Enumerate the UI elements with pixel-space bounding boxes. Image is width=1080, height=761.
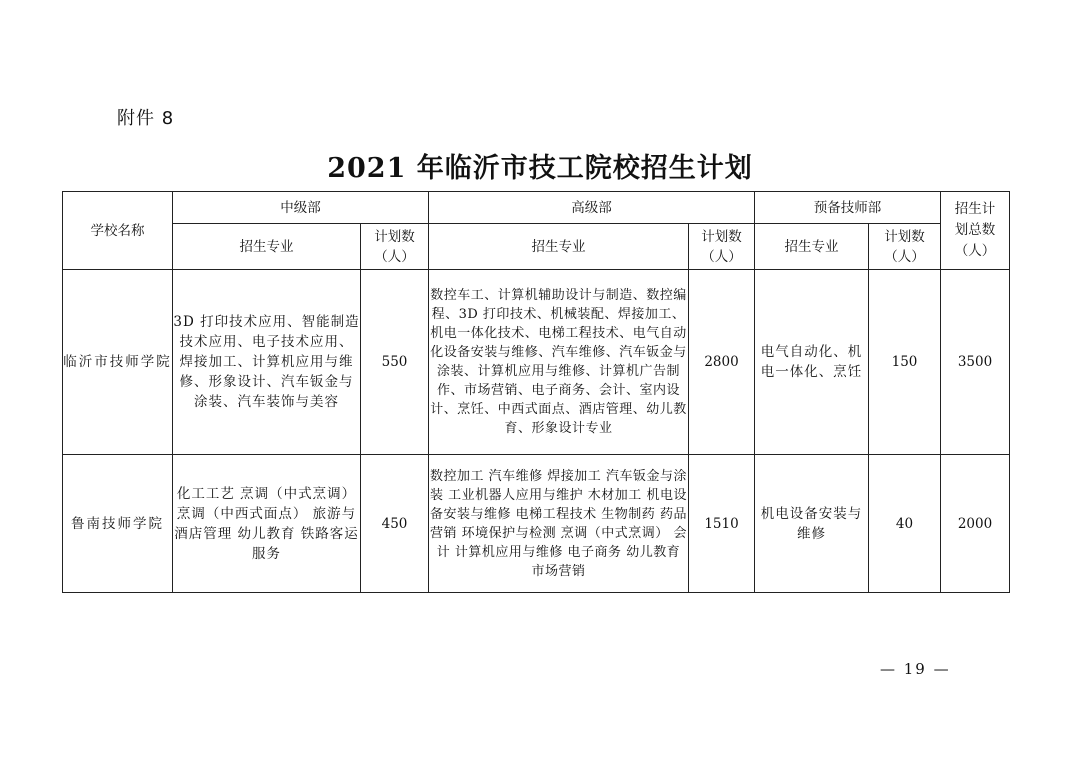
enrollment-plan-table [62, 191, 1010, 593]
table-row [63, 455, 1010, 593]
senior-count-cell: 1510 [689, 455, 755, 593]
header-senior: 高级部 [429, 192, 755, 224]
senior-majors-cell: 数控加工 汽车维修 焊接加工 汽车钣金与涂装 工业机器人应用与维护 木材加工 机电设备安装与维修 电梯工程技术 生物制药 药品营销 环境保护与检测 烹调（中式烹调） 会计 计算机应用与维修 电子商务 幼儿教育 市场营销 [429, 455, 689, 593]
header-row-top [63, 192, 1010, 224]
total-cell: 3500 [941, 270, 1010, 455]
header-row-sub [63, 224, 1010, 270]
preparatory-majors-cell: 机电设备安装与维修 [755, 455, 869, 593]
page-number: — 19 — [880, 660, 951, 678]
senior-count-cell: 2800 [689, 270, 755, 455]
table-row [63, 270, 1010, 455]
header-preparatory-major: 招生专业 [755, 224, 869, 270]
header-senior-major: 招生专业 [429, 224, 689, 270]
header-intermediate-count: 计划数（人） [361, 224, 429, 270]
total-cell: 2000 [941, 455, 1010, 593]
header-preparatory-count: 计划数（人） [869, 224, 941, 270]
header-intermediate: 中级部 [173, 192, 429, 224]
school-name-cell: 临沂市技师学院 [63, 270, 173, 455]
preparatory-count-cell: 150 [869, 270, 941, 455]
preparatory-majors-cell: 电气自动化、机电一体化、烹饪 [755, 270, 869, 455]
senior-majors-cell: 数控车工、计算机辅助设计与制造、数控编程、3D 打印技术、机械装配、焊接加工、机电一体化技术、电梯工程技术、电气自动化设备安装与维修、汽车维修、汽车钣金与涂装、计算机应用与维修、计算机广告制作、市场营销、电子商务、会计、室内设计、烹饪、中西式面点、酒店管理、幼儿教育、形象设计专业 [429, 270, 689, 455]
intermediate-count-cell: 450 [361, 455, 429, 593]
header-senior-count: 计划数（人） [689, 224, 755, 270]
intermediate-count-cell: 550 [361, 270, 429, 455]
intermediate-majors-cell: 化工工艺 烹调（中式烹调） 烹调（中西式面点） 旅游与酒店管理 幼儿教育 铁路客运服务 [173, 455, 361, 593]
preparatory-count-cell: 40 [869, 455, 941, 593]
page-title: 2021 年临沂市技工院校招生计划 [327, 153, 753, 184]
header-total: 招生计划总数（人） [941, 192, 1010, 270]
header-school-name: 学校名称 [63, 192, 173, 270]
attachment-label: 附件 8 [117, 108, 175, 129]
header-intermediate-major: 招生专业 [173, 224, 361, 270]
header-preparatory: 预备技师部 [755, 192, 941, 224]
intermediate-majors-cell: 3D 打印技术应用、智能制造技术应用、电子技术应用、焊接加工、计算机应用与维修、形象设计、汽车钣金与涂装、汽车装饰与美容 [173, 270, 361, 455]
school-name-cell: 鲁南技师学院 [63, 455, 173, 593]
